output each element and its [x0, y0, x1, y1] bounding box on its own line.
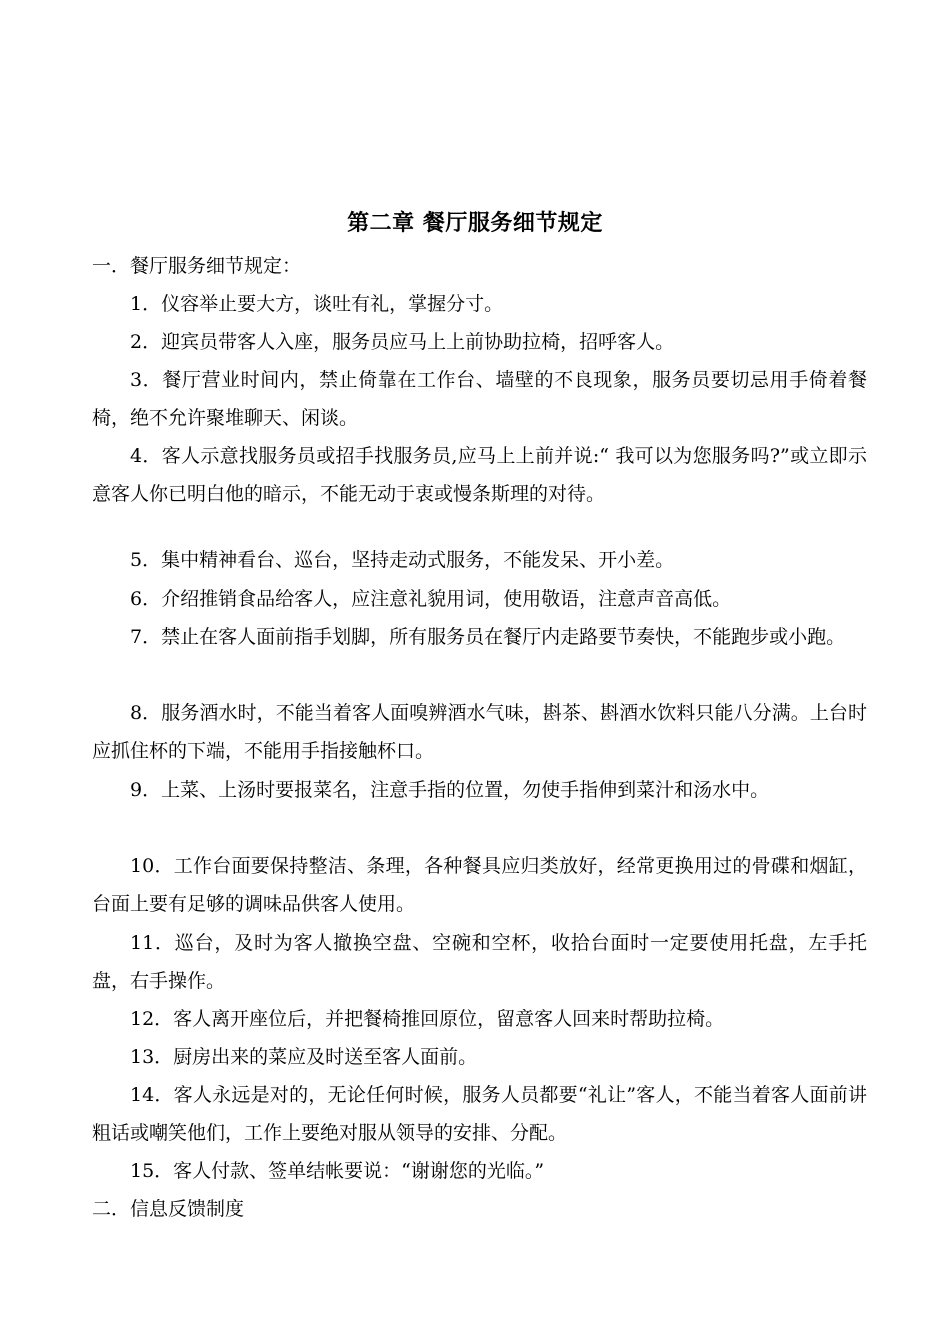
- rule-item-15: 15．客人付款、签单结帐要说：“谢谢您的光临。”: [130, 1160, 545, 1182]
- rule-item-3: 3．餐厅营业时间内，禁止倚靠在工作台、墙壁的不良现象，服务员要切忌用手倚着餐椅，绝不允许聚堆聊天、闲谈。: [92, 369, 867, 429]
- rule-item-12: 12．客人离开座位后，并把餐椅推回原位，留意客人回来时帮助拉椅。: [130, 1008, 725, 1030]
- rule-item-9: 9．上菜、上汤时要报菜名，注意手指的位置，勿使手指伸到菜汁和汤水中。: [130, 779, 770, 801]
- rule-item-1: 1．仪容举止要大方，谈吐有礼，掌握分寸。: [130, 293, 504, 315]
- rule-item-11: 11．巡台，及时为客人撤换空盘、空碗和空杯，收拾台面时一定要使用托盘，左手托盘，右手操作。: [92, 932, 867, 992]
- rule-item-7: 7．禁止在客人面前指手划脚，所有服务员在餐厅内走路要节奏快，不能跑步或小跑。: [130, 626, 846, 648]
- rule-item-4: 4．客人示意找服务员或招手找服务员,应马上上前并说:“ 我可以为您服务吗?”或立即示意客人你已明白他的暗示，不能无动于衷或慢条斯理的对待。: [92, 445, 867, 505]
- rule-item-13: 13．厨房出来的菜应及时送至客人面前。: [130, 1046, 478, 1068]
- rule-item-8: 8．服务酒水时，不能当着客人面嗅辨酒水气味，斟茶、斟酒水饮料只能八分满。上台时应抓住杯的下端，不能用手指接触杯口。: [92, 702, 867, 762]
- rule-item-14: 14．客人永远是对的，无论任何时候，服务人员都要“礼让”客人，不能当着客人面前讲粗话或嘲笑他们，工作上要绝对服从领导的安排、分配。: [92, 1084, 867, 1144]
- rule-item-5: 5．集中精神看台、巡台，坚持走动式服务，不能发呆、开小差。: [130, 549, 675, 571]
- section-heading-service-rules: 一．餐厅服务细节规定：: [92, 255, 302, 277]
- rule-item-10: 10．工作台面要保持整洁、条理，各种餐具应归类放好，经常更换用过的骨碟和烟缸，台面上要有足够的调味品供客人使用。: [92, 855, 867, 915]
- section-heading-feedback: 二．信息反馈制度: [92, 1198, 245, 1220]
- rule-item-6: 6．介绍推销食品给客人，应注意礼貌用词，使用敬语，注意声音高低。: [130, 588, 732, 610]
- rule-item-2: 2．迎宾员带客人入座，服务员应马上上前协助拉椅，招呼客人。: [130, 331, 675, 353]
- chapter-title: 第二章 餐厅服务细节规定: [347, 210, 603, 236]
